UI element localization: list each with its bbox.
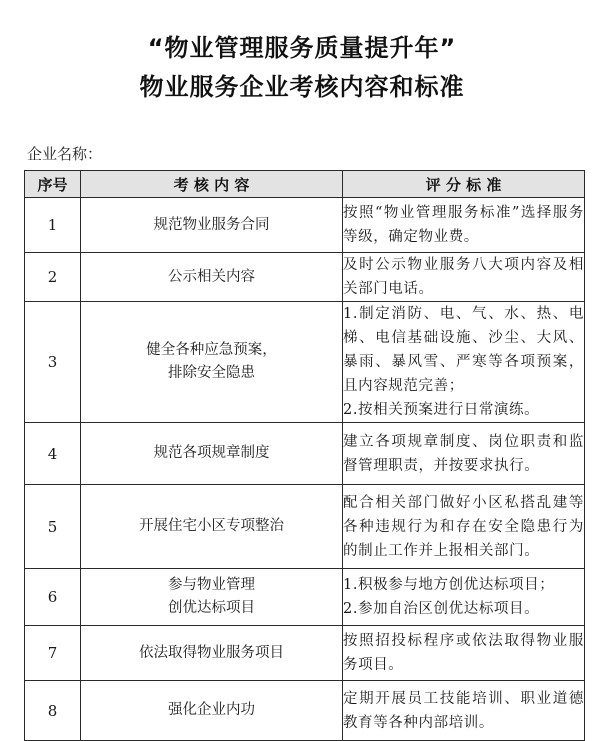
standard-line: 建立各项规章制度、岗位职责和监督管理职责，并按要求执行。	[343, 433, 584, 474]
content-line: 公示相关内容	[168, 268, 255, 285]
table-row	[25, 198, 585, 253]
row-number: 8	[25, 681, 81, 741]
table-row	[25, 302, 585, 423]
scoring-standard-cell	[343, 626, 585, 681]
standard-line: 2.参加自治区创优达标项目。	[343, 601, 540, 617]
row-number: 3	[25, 302, 81, 423]
row-number: 5	[25, 485, 81, 569]
assessment-content-cell	[81, 681, 343, 741]
standard-line: 1.积极参与地方创优达标项目；	[343, 577, 555, 593]
assessment-content-cell	[81, 626, 343, 681]
content-line: 排除安全隐患	[168, 365, 255, 381]
table-row	[25, 569, 585, 626]
header-scoring-standard: 评 分 标 准	[343, 171, 585, 198]
scoring-standard-cell	[343, 302, 585, 423]
content-line: 健全各种应急预案，	[146, 342, 277, 358]
assessment-content-cell	[81, 253, 343, 302]
scoring-standard-cell	[343, 569, 585, 626]
standard-line: 定期开展员工技能培训、职业道德教育等各种内部培训。	[343, 690, 584, 731]
table-row	[25, 485, 585, 569]
content-line: 开展住宅小区专项整治	[139, 518, 284, 534]
content-line: 参与物业管理	[168, 577, 255, 593]
content-line: 规范物业服务合同	[153, 216, 270, 233]
content-line: 规范各项规章制度	[153, 445, 270, 461]
table-row	[25, 253, 585, 302]
standard-line: 及时公示物业服务八大项内容及相关部门电话。	[343, 257, 584, 297]
header-assessment-content: 考 核 内 容	[81, 171, 343, 198]
company-name-label: 企业名称：	[27, 145, 103, 163]
content-line: 创优达标项目	[168, 600, 255, 616]
row-number: 7	[25, 626, 81, 681]
standard-line: 配合相关部门做好小区私搭乱建等各种违规行为和存在安全隐患行为的制止工作并上报相关部门。	[343, 494, 584, 559]
header-serial-number: 序号	[25, 171, 81, 198]
content-line: 依法取得物业服务项目	[139, 644, 284, 661]
assessment-content-cell	[81, 569, 343, 626]
table-row	[25, 423, 585, 485]
assessment-content-cell	[81, 198, 343, 253]
standard-line: 1.制定消防、电、气、水、热、电梯、电信基础设施、沙尘、大风、暴雨、暴风雪、严寒等各项预案，且内容规范完善；	[343, 306, 584, 394]
page-title: “物业管理服务质量提升年”	[147, 34, 457, 62]
assessment-content-cell	[81, 302, 343, 423]
scoring-standard-cell	[343, 253, 585, 302]
scoring-standard-cell	[343, 198, 585, 253]
standard-line: 2.按相关预案进行日常演练。	[343, 402, 540, 418]
row-number: 2	[25, 253, 81, 302]
row-number: 1	[25, 198, 81, 253]
table-row	[25, 626, 585, 681]
scoring-standard-cell	[343, 423, 585, 485]
page-subtitle: 物业服务企业考核内容和标准	[139, 73, 465, 101]
standard-line: 按照“物业管理服务标准”选择服务等级，确定物业费。	[343, 205, 584, 245]
row-number: 4	[25, 423, 81, 485]
scoring-standard-cell	[343, 681, 585, 741]
standard-line: 按照招投标程序或依法取得物业服务项目。	[343, 633, 584, 673]
scoring-standard-cell	[343, 485, 585, 569]
assessment-content-cell	[81, 423, 343, 485]
table-row	[25, 681, 585, 741]
assessment-table	[24, 170, 585, 741]
row-number: 6	[25, 569, 81, 626]
table-header-row	[25, 171, 585, 198]
assessment-content-cell	[81, 485, 343, 569]
content-line: 强化企业内功	[168, 702, 255, 718]
